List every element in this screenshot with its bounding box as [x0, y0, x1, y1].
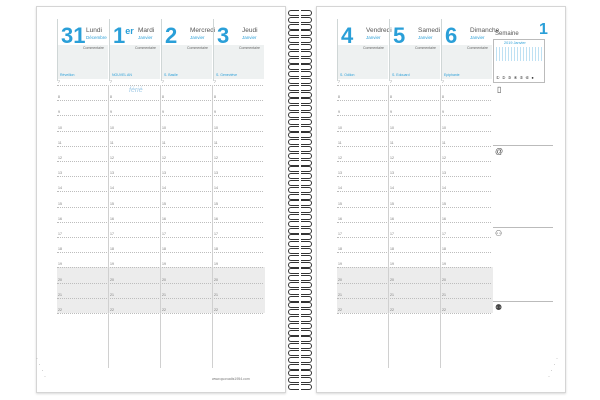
- side-divider: [493, 301, 553, 302]
- spiral-ring: [288, 10, 312, 15]
- spiral-ring: [288, 357, 312, 362]
- spiral-ring: [288, 92, 312, 97]
- hour-label: 19: [442, 262, 446, 267]
- hour-label: 14: [110, 186, 114, 191]
- day-comment: Commentaire: [238, 46, 260, 50]
- hour-line: [337, 298, 491, 300]
- spiral-ring: [288, 343, 312, 348]
- hour-label: 14: [442, 186, 446, 191]
- phone-icon: ▯: [497, 85, 502, 94]
- day-header: [441, 19, 500, 81]
- hour-label: 17: [338, 232, 342, 236]
- day-month: Janvier: [366, 35, 381, 40]
- spiral-ring: [288, 377, 312, 382]
- hour-label: 22: [390, 308, 394, 312]
- hour-label: 20: [338, 277, 342, 282]
- day-month: Janvier: [138, 35, 153, 40]
- hour-label: 12: [390, 156, 394, 160]
- at-sign-icon: @: [495, 147, 504, 156]
- hour-label: 18: [390, 247, 394, 252]
- day-month: Janvier: [470, 35, 485, 40]
- day-saint: S. Basile: [164, 73, 178, 77]
- mini-calendar-title: 2019 Janvier: [504, 41, 526, 45]
- hour-line: [337, 267, 491, 269]
- mini-calendar: [493, 39, 545, 83]
- hour-label: 12: [214, 156, 218, 160]
- day-name: Vendredi: [366, 27, 392, 34]
- day-saint: Réveillon: [60, 73, 75, 77]
- hour-label: 20: [390, 277, 394, 282]
- spiral-ring: [288, 58, 312, 63]
- hour-label: 22: [442, 308, 446, 312]
- hour-label: 16: [442, 216, 446, 221]
- hour-label: 19: [390, 262, 394, 267]
- spiral-ring: [288, 78, 312, 83]
- spiral-ring: [288, 302, 312, 307]
- day-number: [113, 25, 134, 47]
- spiral-ring: [288, 132, 312, 137]
- spiral-ring: [288, 370, 312, 375]
- hour-label: 12: [162, 156, 166, 160]
- spiral-ring: [288, 275, 312, 280]
- day-month: Décembre: [86, 35, 107, 40]
- hour-label: 9: [162, 110, 164, 115]
- hour-label: 13: [162, 171, 166, 176]
- hour-label: 22: [214, 308, 218, 312]
- hour-label: 8: [162, 95, 164, 100]
- hour-line: [337, 313, 491, 315]
- day-month: Janvier: [242, 35, 257, 40]
- hour-label: 14: [58, 186, 62, 191]
- hour-label: 19: [58, 262, 62, 267]
- hour-label: 10: [58, 125, 62, 130]
- day-saint: S. Geneviève: [216, 73, 238, 77]
- day-number: [61, 25, 85, 47]
- hour-line: [337, 161, 491, 163]
- hour-line: [337, 176, 491, 178]
- hour-label: 9: [58, 110, 60, 115]
- hour-label: 7: [214, 80, 216, 84]
- spiral-ring: [288, 30, 312, 35]
- hour-label: 20: [58, 277, 62, 282]
- hour-label: 10: [338, 125, 342, 130]
- evening-shade: [57, 267, 265, 313]
- day-number-value: 6: [445, 23, 458, 48]
- side-divider: [493, 227, 553, 228]
- spiral-ring: [288, 112, 312, 117]
- hour-label: 8: [442, 95, 444, 100]
- spiral-ring: [288, 166, 312, 171]
- hour-label: 20: [442, 277, 446, 282]
- day-comment: Commentaire: [134, 46, 156, 50]
- day-comment: Commentaire: [362, 46, 384, 50]
- hour-label: 19: [110, 262, 114, 267]
- hour-label: 11: [214, 140, 218, 145]
- column-divider: [440, 85, 441, 368]
- hour-label: 18: [214, 247, 218, 252]
- spiral-ring: [288, 180, 312, 185]
- hour-label: 10: [442, 125, 446, 130]
- day-number: [165, 25, 177, 47]
- hour-label: 7: [442, 80, 444, 84]
- week-label: Semaine: [495, 31, 519, 37]
- spiral-ring: [288, 160, 312, 165]
- spiral-ring: [288, 330, 312, 335]
- spiral-ring: [288, 248, 312, 253]
- hour-label: 8: [110, 95, 112, 100]
- spiral-ring: [288, 37, 312, 42]
- day-number-value: 3: [217, 23, 230, 48]
- footer-url: www.quovadis1954.com: [212, 377, 250, 381]
- hour-label: 9: [110, 110, 112, 115]
- day-header: [57, 19, 108, 81]
- family-icon: ⚉: [495, 303, 503, 312]
- hour-line: [337, 85, 491, 87]
- spiral-ring: [288, 316, 312, 321]
- hour-line: [337, 191, 491, 193]
- hour-line: [337, 115, 491, 117]
- spiral-ring: [288, 384, 312, 389]
- people-icon: ⚇: [495, 229, 503, 238]
- day-name: Lundi: [86, 27, 102, 34]
- spiral-ring: [288, 119, 312, 124]
- hour-label: 7: [390, 80, 392, 84]
- spiral-ring: [288, 309, 312, 314]
- hour-label: 22: [162, 308, 166, 312]
- hour-label: 16: [214, 216, 218, 221]
- hour-label: 9: [214, 110, 216, 115]
- hour-label: 12: [338, 156, 342, 160]
- evening-shade: [337, 267, 493, 313]
- day-month: Janvier: [418, 35, 433, 40]
- spiral-ring: [288, 323, 312, 328]
- hour-label: 15: [390, 201, 394, 206]
- day-number: [341, 25, 353, 47]
- hour-label: 22: [338, 308, 342, 312]
- hour-line: [337, 237, 491, 239]
- spiral-ring: [288, 241, 312, 246]
- spiral-ring: [288, 51, 312, 56]
- spiral-ring: [288, 207, 312, 212]
- day-month: Janvier: [190, 35, 205, 40]
- day-number-value: 5: [393, 23, 406, 48]
- day-number-value: 2: [165, 23, 178, 48]
- spiral-ring: [288, 173, 312, 178]
- hour-label: 13: [110, 171, 114, 176]
- hour-line: [337, 283, 491, 285]
- hour-line: [337, 146, 491, 148]
- spiral-ring: [288, 234, 312, 239]
- column-divider: [388, 85, 389, 368]
- hour-label: 9: [390, 110, 392, 115]
- hour-label: 15: [442, 201, 446, 206]
- hour-label: 12: [442, 156, 446, 160]
- hour-label: 10: [390, 125, 394, 130]
- spiral-ring: [288, 255, 312, 260]
- hour-label: 15: [110, 201, 114, 206]
- hour-label: 19: [214, 262, 218, 267]
- spiral-binding: [288, 6, 312, 391]
- day-number-value: 31: [61, 23, 86, 48]
- week-number: 1: [539, 21, 548, 38]
- hour-label: 12: [58, 156, 62, 160]
- hour-label: 21: [110, 292, 114, 297]
- hour-line: [337, 252, 491, 254]
- column-divider: [108, 85, 109, 368]
- hour-label: 15: [162, 201, 166, 206]
- hour-label: 9: [442, 110, 444, 115]
- hour-label: 11: [162, 140, 166, 145]
- day-header: [109, 19, 160, 81]
- hour-label: 15: [58, 201, 62, 206]
- hour-label: 20: [214, 277, 218, 282]
- corner-dots-right: · · · ·: [548, 356, 559, 380]
- hour-line: [337, 207, 491, 209]
- hour-label: 18: [442, 247, 446, 252]
- hour-label: 7: [338, 80, 340, 84]
- hour-label: 16: [338, 216, 342, 221]
- day-number-value: 4: [341, 23, 354, 48]
- hour-label: 17: [162, 232, 166, 236]
- hour-label: 14: [338, 186, 342, 191]
- spiral-ring: [288, 214, 312, 219]
- corner-dots-left: · · · ·: [36, 356, 47, 380]
- spiral-ring: [288, 262, 312, 267]
- column-divider: [160, 85, 161, 368]
- day-number: [393, 25, 405, 47]
- spiral-ring: [288, 146, 312, 151]
- spiral-ring: [288, 221, 312, 226]
- spiral-ring: [288, 228, 312, 233]
- hour-label: 12: [110, 156, 114, 160]
- spiral-ring: [288, 364, 312, 369]
- spiral-ring: [288, 289, 312, 294]
- hour-label: 17: [214, 232, 218, 236]
- hour-label: 13: [442, 171, 446, 176]
- spiral-ring: [288, 153, 312, 158]
- hour-label: 11: [338, 140, 342, 145]
- hour-label: 18: [58, 247, 62, 252]
- holiday-label: férié: [129, 87, 143, 94]
- spiral-ring: [288, 187, 312, 192]
- spiral-ring: [288, 98, 312, 103]
- hour-label: 7: [110, 80, 112, 84]
- day-comment: Commentaire: [186, 46, 208, 50]
- hour-label: 11: [110, 140, 114, 145]
- hour-label: 13: [214, 171, 218, 176]
- hour-label: 18: [162, 247, 166, 252]
- spiral-ring: [288, 24, 312, 29]
- spiral-ring: [288, 200, 312, 205]
- hour-label: 21: [442, 292, 446, 297]
- spiral-ring: [288, 296, 312, 301]
- hour-label: 13: [338, 171, 342, 176]
- day-saint: Epiphanie: [444, 73, 460, 77]
- day-comment: Commentaire: [414, 46, 436, 50]
- hour-label: 17: [390, 232, 394, 236]
- hour-label: 17: [442, 232, 446, 236]
- hour-label: 16: [110, 216, 114, 221]
- hour-label: 21: [58, 292, 62, 297]
- hour-label: 8: [390, 95, 392, 100]
- hour-label: 18: [110, 247, 114, 252]
- spiral-ring: [288, 268, 312, 273]
- hour-label: 11: [442, 140, 446, 145]
- hour-line: [337, 222, 491, 224]
- hour-line: [337, 100, 491, 102]
- hour-label: 10: [214, 125, 218, 130]
- hour-label: 20: [110, 277, 114, 282]
- spiral-ring: [288, 282, 312, 287]
- day-name: Samedi: [418, 27, 441, 34]
- column-divider: [212, 85, 213, 368]
- hour-label: 21: [338, 292, 342, 297]
- hour-label: 14: [214, 186, 218, 191]
- hour-label: 18: [338, 247, 342, 252]
- hour-label: 14: [162, 186, 166, 191]
- hour-label: 7: [58, 80, 60, 84]
- day-header: [161, 19, 216, 81]
- spiral-ring: [288, 71, 312, 76]
- spiral-ring: [288, 105, 312, 110]
- hour-label: 11: [58, 140, 62, 145]
- day-number-value: 1: [113, 23, 126, 48]
- day-comment: Commentaire: [466, 46, 488, 50]
- hour-label: 22: [58, 308, 62, 312]
- hour-label: 14: [390, 186, 394, 191]
- day-number-suffix: er: [125, 26, 134, 36]
- hour-label: 20: [162, 277, 166, 282]
- hour-label: 19: [338, 262, 342, 267]
- hour-label: 10: [162, 125, 166, 130]
- hour-label: 21: [214, 292, 218, 297]
- hour-label: 21: [390, 292, 394, 297]
- spiral-ring: [288, 336, 312, 341]
- side-divider: [493, 145, 553, 146]
- spiral-ring: [288, 126, 312, 131]
- day-number: [445, 25, 457, 47]
- hour-label: 15: [338, 201, 342, 206]
- left-page: [36, 6, 286, 393]
- hour-label: 15: [214, 201, 218, 206]
- hour-line: [337, 131, 491, 133]
- day-number: [217, 25, 229, 47]
- hour-label: 8: [58, 95, 60, 100]
- spiral-ring: [288, 44, 312, 49]
- spiral-ring: [288, 139, 312, 144]
- day-saint: S. Odilon: [340, 73, 355, 77]
- spiral-ring: [288, 85, 312, 90]
- hour-label: 10: [110, 125, 114, 130]
- hour-label: 13: [390, 171, 394, 176]
- day-name: Mercredi: [190, 27, 216, 34]
- hour-label: 16: [162, 216, 166, 221]
- hour-label: 9: [338, 110, 340, 115]
- day-header: [389, 19, 440, 81]
- hour-label: 16: [390, 216, 394, 221]
- hour-label: 21: [162, 292, 166, 297]
- mini-calendar-days: ① ② ③ ④ ⑤ ⑥ ●: [496, 75, 535, 80]
- spiral-ring: [288, 64, 312, 69]
- spiral-ring: [288, 350, 312, 355]
- hour-label: 16: [58, 216, 62, 221]
- day-name: Dimanche: [470, 27, 500, 34]
- right-page: [316, 6, 566, 393]
- hour-label: 11: [390, 140, 394, 145]
- hour-label: 8: [214, 95, 216, 100]
- day-comment: Commentaire: [82, 46, 104, 50]
- day-header: [213, 19, 264, 81]
- hour-label: 22: [110, 308, 114, 312]
- spiral-ring: [288, 17, 312, 22]
- day-saint: S. Edouard: [392, 73, 410, 77]
- hour-label: 13: [58, 171, 62, 176]
- day-header: [337, 19, 392, 81]
- mini-calendar-grid: [496, 47, 542, 61]
- day-name: Jeudi: [242, 27, 258, 34]
- hour-label: 7: [162, 80, 164, 84]
- hour-label: 19: [162, 262, 166, 267]
- spiral-ring: [288, 194, 312, 199]
- hour-label: 17: [58, 232, 62, 236]
- day-saint: NOUVEL AN: [112, 73, 132, 77]
- hour-label: 17: [110, 232, 114, 236]
- day-name: Mardi: [138, 27, 155, 34]
- hour-label: 8: [338, 95, 340, 100]
